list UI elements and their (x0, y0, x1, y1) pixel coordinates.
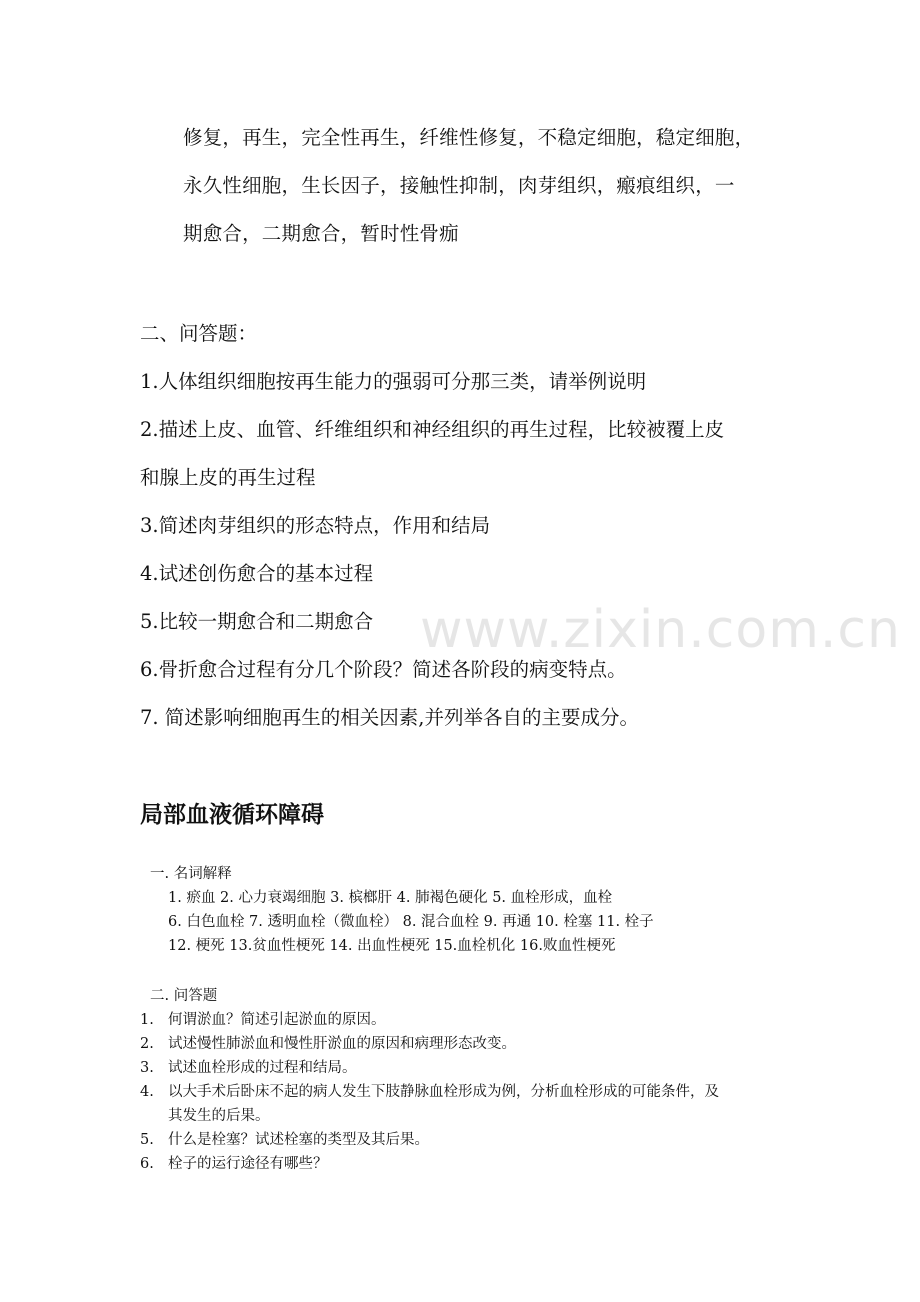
qa-item-text: 试述慢性肺淤血和慢性肝淤血的原因和病理形态改变。 (168, 1036, 516, 1052)
qa-item-text: 什么是栓塞？试述栓塞的类型及其后果。 (168, 1132, 429, 1148)
qa-item-text: 试述血栓形成的过程和结局。 (168, 1060, 357, 1076)
question-item: 7. 简述影响细胞再生的相关因素,并列举各自的主要成分。 (140, 706, 640, 729)
qa-item-number: 1. (140, 1012, 154, 1028)
qa-item-number: 2. (140, 1036, 154, 1052)
chapter-title: 局部血液循环障碍 (140, 802, 324, 828)
question-item: 1.人体组织细胞按再生能力的强弱可分那三类，请举例说明 (140, 370, 647, 393)
qa-item-text: 何谓淤血？简述引起淤血的原因。 (168, 1012, 386, 1028)
qa-item-number: 6. (140, 1156, 154, 1172)
glossary-row-1: 1. 瘀血 2. 心力衰竭细胞 3. 槟榔肝 4. 肺褐色硬化 5. 血栓形成，血栓 (168, 890, 613, 906)
glossary-row-3: 12. 梗死 13.贫血性梗死 14. 出血性梗死 15.血栓机化 16.败血性梗死 (168, 938, 616, 954)
qa-item (140, 1128, 429, 1149)
qa-item-text: 其发生的后果。 (168, 1108, 270, 1124)
qa-item-text: 栓子的运行途径有哪些？ (168, 1156, 328, 1172)
qa-heading: 二. 问答题 (150, 988, 218, 1004)
qa-item-number: 5. (140, 1132, 154, 1148)
terms-line-3: 期愈合，二期愈合，暂时性骨痂 (183, 222, 459, 245)
glossary-row-2: 6. 白色血栓 7. 透明血栓（微血栓） 8. 混合血栓 9. 再通 10. 栓塞 11. 栓子 (168, 914, 654, 930)
question-item: 6.骨折愈合过程有分几个阶段？简述各阶段的病变特点。 (140, 658, 627, 681)
terms-line-1: 修复，再生，完全性再生，纤维性修复，不稳定细胞，稳定细胞， (183, 126, 755, 149)
question-item: 5.比较一期愈合和二期愈合 (140, 610, 374, 633)
qa-item (140, 1080, 719, 1101)
qa-item-number: 3. (140, 1060, 154, 1076)
qa-item-text: 以大手术后卧床不起的病人发生下肢静脉血栓形成为例，分析血栓形成的可能条件，及 (168, 1084, 719, 1100)
glossary-heading: 一. 名词解释 (150, 866, 232, 882)
qa-item (140, 1032, 516, 1053)
questions-heading: 二、问答题： (140, 322, 258, 345)
terms-line-2: 永久性细胞，生长因子，接触性抑制，肉芽组织，瘢痕组织，一 (183, 174, 735, 197)
question-item: 2.描述上皮、血管、纤维组织和神经组织的再生过程，比较被覆上皮 (140, 418, 725, 441)
question-item: 和腺上皮的再生过程 (140, 466, 316, 489)
qa-item (140, 1104, 270, 1125)
qa-item (140, 1056, 357, 1077)
question-item: 3.简述肉芽组织的形态特点，作用和结局 (140, 514, 491, 537)
question-item: 4.试述创伤愈合的基本过程 (140, 562, 374, 585)
qa-item (140, 1152, 328, 1173)
qa-item-number: 4. (140, 1084, 154, 1100)
qa-item (140, 1008, 386, 1029)
watermark-text: www.zixin.com.cn (420, 600, 901, 660)
